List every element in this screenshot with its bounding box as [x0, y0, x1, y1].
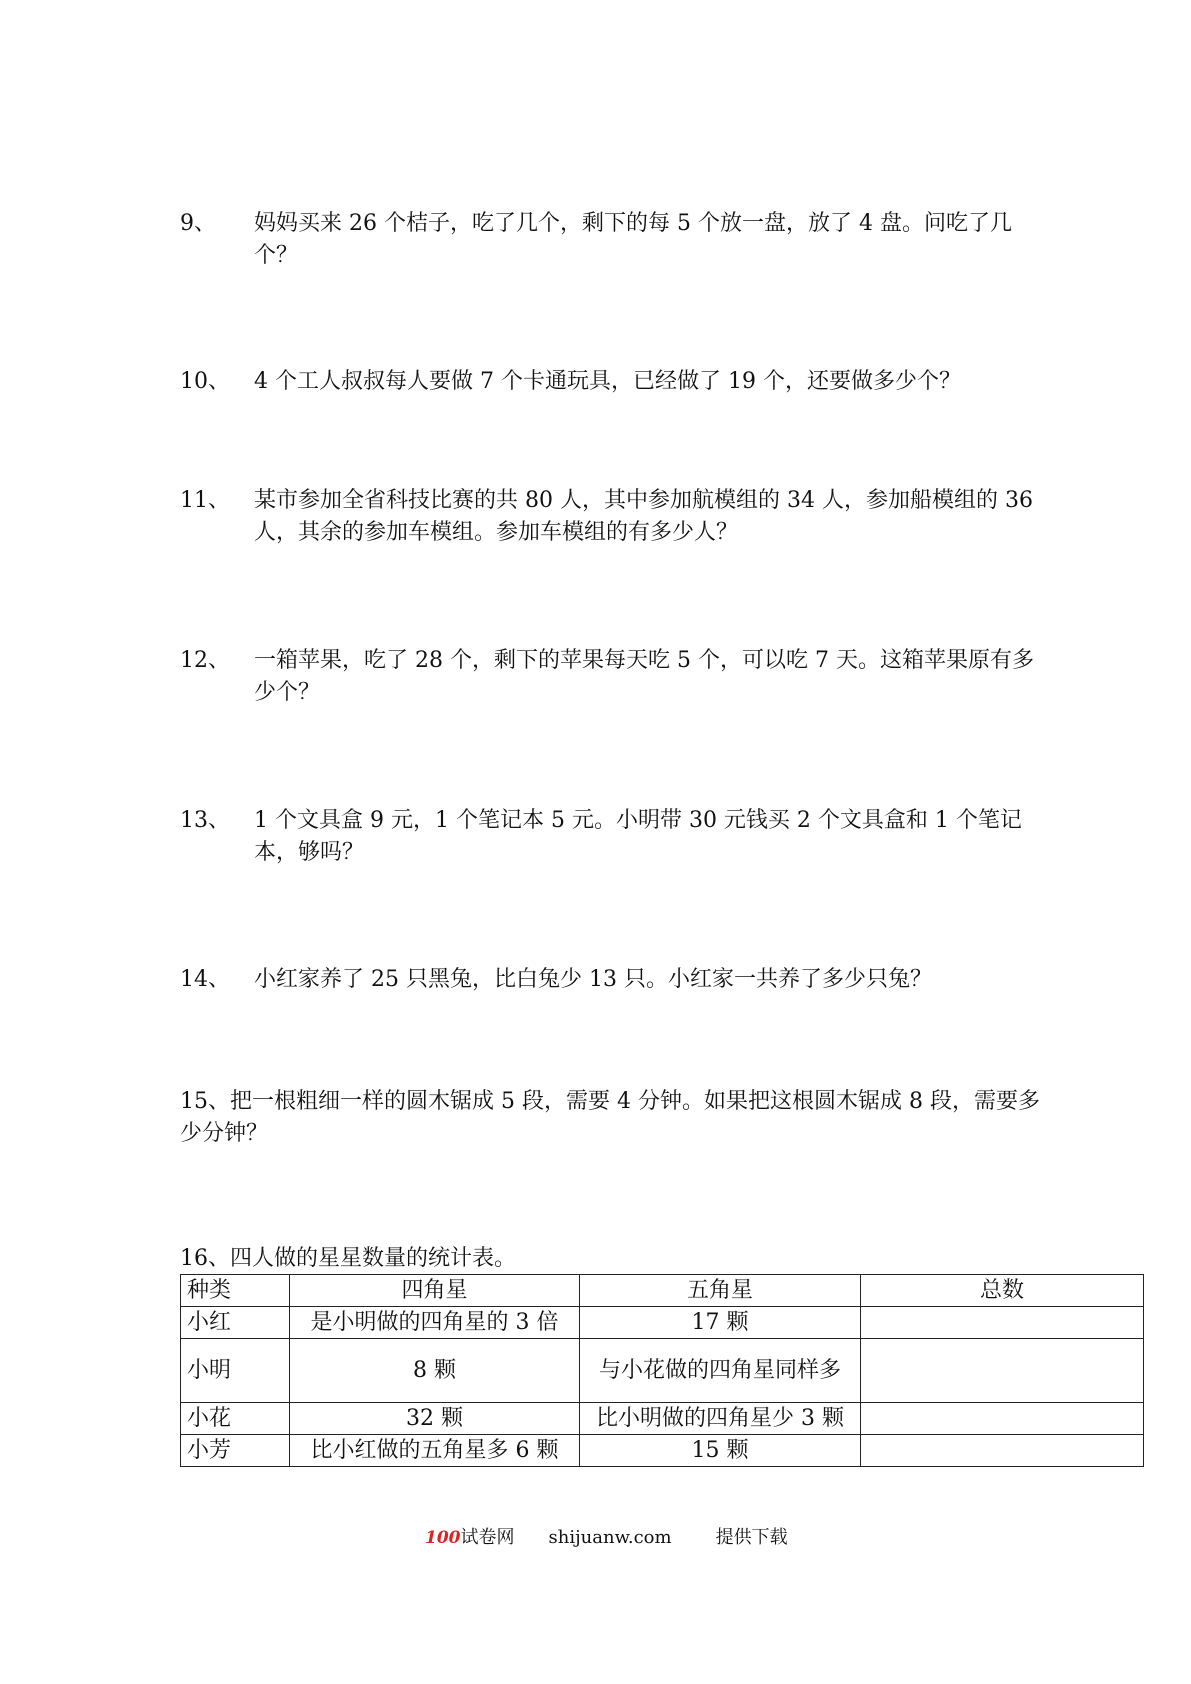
question-text: 妈妈买来 26 个桔子，吃了几个，剩下的每 5 个放一盘，放了 4 盘。问吃了几个？	[254, 211, 1012, 268]
header-cell: 四角星	[290, 1275, 580, 1307]
table-cell: 与小花做的四角星同样多	[580, 1339, 861, 1403]
site-url[interactable]: shijuanw.com	[548, 1527, 672, 1548]
table-cell-blank[interactable]	[861, 1339, 1144, 1403]
table-title: 16、四人做的星星数量的统计表。	[180, 1246, 516, 1271]
table-cell: 小芳	[181, 1435, 290, 1467]
question-number: 12、	[180, 648, 230, 673]
question-15: 15、把一根粗细一样的圆木锯成 5 段，需要 4 分钟。如果把这根圆木锯成 8 段，需要多少分钟？	[180, 1089, 1040, 1146]
table-cell: 15 颗	[580, 1435, 861, 1467]
question-number: 13、	[180, 808, 230, 833]
question-text: 一箱苹果，吃了 28 个，剩下的苹果每天吃 5 个，可以吃 7 天。这箱苹果原有多少个？	[254, 648, 1034, 705]
table-row	[181, 1435, 1144, 1467]
question-13	[180, 805, 1040, 869]
header-cell: 总数	[861, 1275, 1144, 1307]
question-number: 10、	[180, 369, 230, 394]
table-cell: 小花	[181, 1403, 290, 1435]
footer	[425, 1526, 788, 1550]
header-cell: 种类	[181, 1275, 290, 1307]
question-14	[180, 964, 1040, 996]
table-cell-blank[interactable]	[861, 1307, 1144, 1339]
question-9	[180, 208, 1040, 272]
table-header-row	[181, 1275, 1144, 1307]
table-cell-blank[interactable]	[861, 1435, 1144, 1467]
question-number: 11、	[180, 488, 230, 513]
table-cell: 是小明做的四角星的 3 倍	[290, 1307, 580, 1339]
site-logo: 100	[425, 1528, 461, 1548]
table-cell: 比小红做的五角星多 6 颗	[290, 1435, 580, 1467]
table-row	[181, 1403, 1144, 1435]
question-number: 14、	[180, 967, 230, 992]
question-10	[180, 366, 1040, 398]
table-cell: 8 颗	[290, 1339, 580, 1403]
question-text: 某市参加全省科技比赛的共 80 人，其中参加航模组的 34 人，参加船模组的 36 人，其余的参加车模组。参加车模组的有多少人？	[254, 488, 1033, 545]
table-cell: 32 颗	[290, 1403, 580, 1435]
stars-stats-table	[180, 1274, 1144, 1467]
table-cell: 比小明做的四角星少 3 颗	[580, 1403, 861, 1435]
site-logo-text: 试卷网	[460, 1527, 515, 1548]
question-12	[180, 645, 1040, 709]
question-text: 1 个文具盒 9 元，1 个笔记本 5 元。小明带 30 元钱买 2 个文具盒和 1 个笔记本，够吗？	[254, 808, 1022, 865]
table-cell-blank[interactable]	[861, 1403, 1144, 1435]
question-text: 4 个工人叔叔每人要做 7 个卡通玩具，已经做了 19 个，还要做多少个？	[254, 369, 961, 394]
question-number: 9、	[180, 211, 216, 236]
table-row	[181, 1307, 1144, 1339]
table-cell: 17 颗	[580, 1307, 861, 1339]
question-11	[180, 485, 1040, 549]
table-row	[181, 1339, 1144, 1403]
question-text: 小红家养了 25 只黑兔，比白兔少 13 只。小红家一共养了多少只兔？	[254, 967, 932, 992]
table-cell: 小红	[181, 1307, 290, 1339]
provide-download-text: 提供下载	[715, 1527, 788, 1548]
table-cell: 小明	[181, 1339, 290, 1403]
header-cell: 五角星	[580, 1275, 861, 1307]
